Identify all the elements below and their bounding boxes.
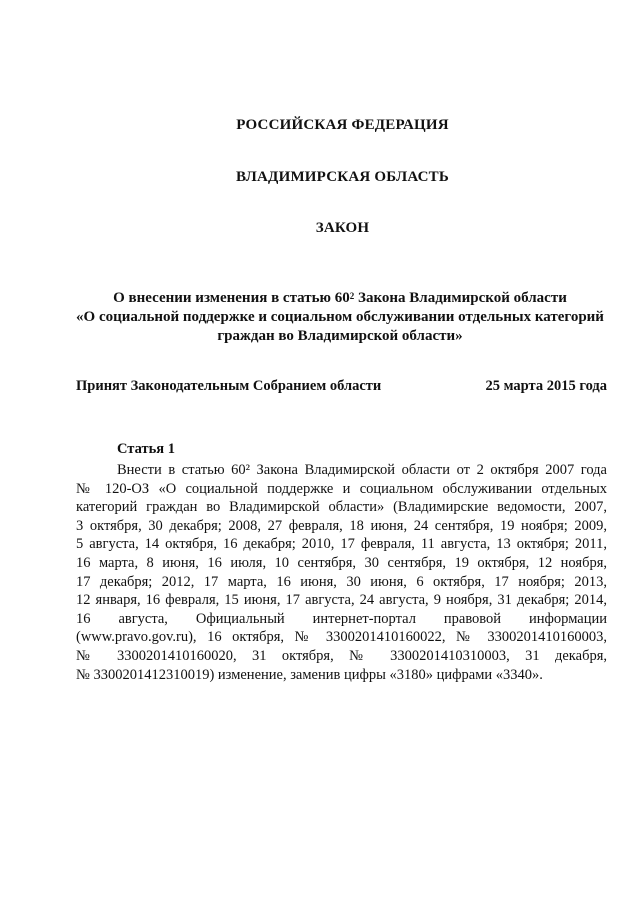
article-line: 16 августа, Официальный интернет-портал правовой информации xyxy=(76,610,607,627)
document-type-heading: ЗАКОН xyxy=(315,220,370,236)
law-title-line-2: «О социальной поддержке и социальном обслуживании отдельных категорий xyxy=(76,309,604,325)
article-line: 5 августа, 14 октября, 16 декабря; 2010, 17 февраля, 11 августа, 13 октября; 2011, xyxy=(76,536,607,553)
adopting-body: Принят Законодательным Собранием области xyxy=(76,378,382,394)
country-heading: РОССИЙСКАЯ ФЕДЕРАЦИЯ xyxy=(236,117,449,133)
article-body xyxy=(76,461,607,684)
article-heading: Статья 1 xyxy=(117,441,175,457)
law-title xyxy=(60,289,620,346)
law-title-line-3: граждан во Владимирской области» xyxy=(217,328,463,344)
article-line: Внести в статью 60² Закона Владимирской области от 2 октября 2007 года xyxy=(117,462,607,478)
article-line: 16 марта, 8 июня, 16 июля, 10 сентября, 30 сентября, 19 октября, 12 ноября, xyxy=(76,554,607,571)
article-line: № 3300201412310019) изменение, заменив цифры «3180» цифрами «3340». xyxy=(76,666,543,683)
region-heading: ВЛАДИМИРСКАЯ ОБЛАСТЬ xyxy=(236,169,449,185)
article-line: категорий граждан во Владимирской области» (Владимирские ведомости, 2007, xyxy=(76,499,607,516)
article-line: (www.pravo.gov.ru), 16 октября, № 3300201410160022, № 3300201410160003, xyxy=(76,629,607,646)
article-line: № 120-ОЗ «О социальной поддержке и социальном обслуживании отдельных xyxy=(76,480,607,497)
article-line: 17 декабря; 2012, 17 марта, 16 июня, 30 июня, 6 октября, 17 ноября; 2013, xyxy=(76,573,607,590)
article-line: № 3300201410160020, 31 октября, № 3300201410310003, 31 декабря, xyxy=(76,647,607,664)
article-line: 3 октября, 30 декабря; 2008, 27 февраля, 18 июня, 24 сентября, 19 ноября; 2009, xyxy=(76,517,607,534)
article-line: 12 января, 16 февраля, 15 июня, 17 августа, 24 августа, 9 ноября, 31 декабря; 2014, xyxy=(76,592,607,609)
adoption-date: 25 марта 2015 года xyxy=(485,378,607,394)
law-title-line-1: О внесении изменения в статью $60^2$ Закона Владимирской области xyxy=(113,290,567,306)
